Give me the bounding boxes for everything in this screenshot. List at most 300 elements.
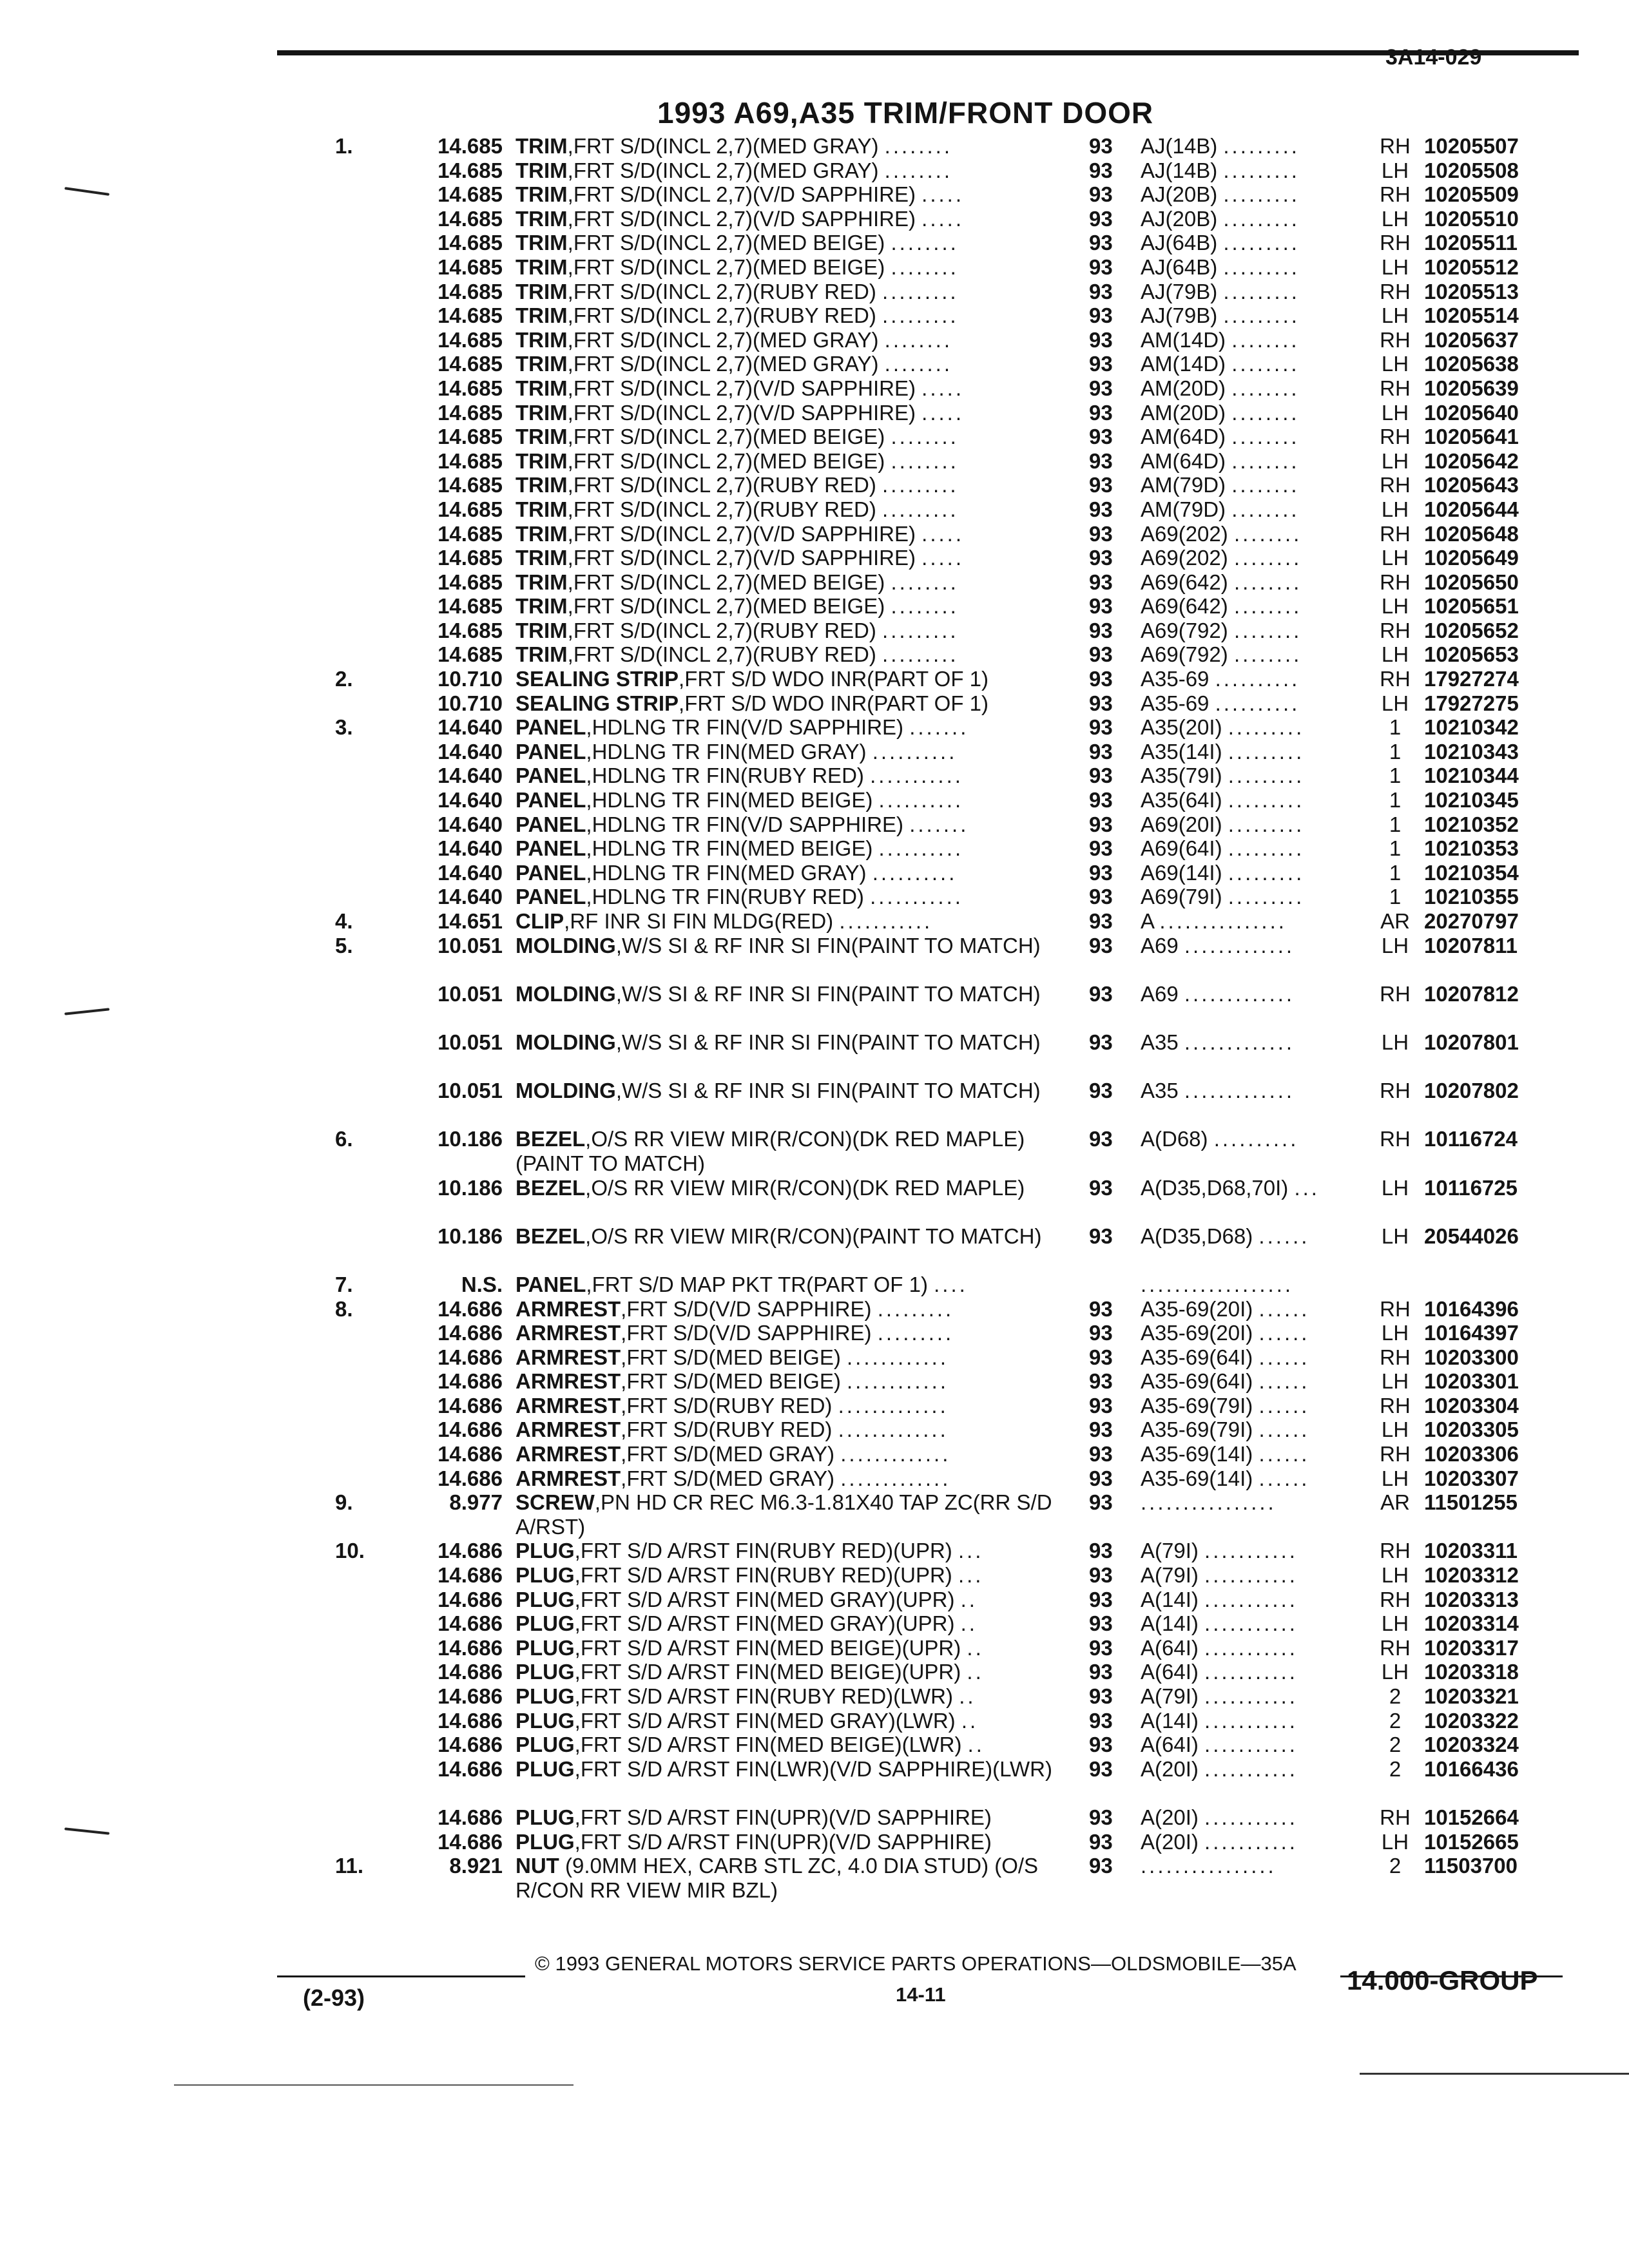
- part-number: 10205644: [1424, 497, 1519, 521]
- quantity-side: RH: [1380, 1587, 1411, 1611]
- group-number: 14.686: [438, 1345, 503, 1369]
- leader-dots: .........: [882, 618, 959, 642]
- model-year: 93: [1089, 1805, 1113, 1829]
- model-code-text: A35-69(64I): [1141, 1369, 1253, 1394]
- part-name: TRIM: [516, 521, 568, 546]
- leader-dots: ........: [1231, 376, 1300, 400]
- group-number: 10.186: [438, 1224, 503, 1248]
- part-detail: ,FRT S/D(INCL 2,7)(MED BEIGE): [567, 231, 885, 255]
- quantity-side: 2: [1389, 1854, 1402, 1878]
- part-number: 10210355: [1424, 885, 1519, 909]
- model-code-text: A35-69(20I): [1141, 1296, 1253, 1321]
- top-rule: [277, 50, 1579, 55]
- quantity-side: AR: [1380, 1490, 1410, 1515]
- model-code: [1141, 667, 1373, 691]
- group-label: 14.000-GROUP: [1347, 1965, 1538, 1995]
- part-name: ARMREST: [516, 1369, 621, 1394]
- leader-dots: .....: [921, 182, 964, 207]
- group-number: 10.051: [438, 933, 503, 957]
- model-code: [1141, 328, 1373, 352]
- part-number: 20270797: [1424, 909, 1519, 933]
- model-code: [1141, 522, 1373, 546]
- table-row: [0, 328, 1629, 352]
- group-number: 14.685: [438, 134, 503, 158]
- leader-dots: ...............: [1159, 909, 1287, 933]
- model-year: 93: [1089, 788, 1113, 812]
- leader-dots: ..........: [872, 739, 958, 764]
- quantity-side: LH: [1381, 1611, 1409, 1636]
- model-code-text: A69(792): [1141, 642, 1228, 667]
- part-description: [516, 1805, 1057, 1830]
- part-number: 10205641: [1424, 425, 1519, 449]
- model-code-text: A(79I): [1141, 1684, 1199, 1708]
- part-detail: ,FRT S/D(INCL 2,7)(V/D SAPPHIRE): [567, 521, 916, 546]
- leader-dots: ...........: [1204, 1587, 1298, 1611]
- leader-dots: ..: [967, 1733, 985, 1757]
- part-number: 10116725: [1424, 1175, 1518, 1200]
- model-code: [1141, 1830, 1373, 1854]
- model-code-text: A69(642): [1141, 594, 1228, 619]
- part-number: 10203312: [1424, 1563, 1519, 1588]
- part-detail: ,FRT S/D A/RST FIN(UPR)(V/D SAPPHIRE): [574, 1805, 992, 1829]
- model-code: [1141, 1394, 1373, 1418]
- part-detail: ,FRT S/D A/RST FIN(MED BEIGE)(UPR): [574, 1660, 961, 1684]
- leader-dots: ..: [960, 1587, 978, 1611]
- model-year: 93: [1089, 1442, 1113, 1466]
- leader-dots: .............: [840, 1466, 951, 1490]
- model-code-text: AM(64D): [1141, 425, 1226, 449]
- model-code: [1141, 425, 1373, 449]
- group-number: 14.685: [438, 400, 503, 425]
- model-year: 93: [1089, 933, 1113, 957]
- model-code-text: A35-69(14I): [1141, 1466, 1253, 1490]
- leader-dots: .........: [882, 642, 959, 667]
- model-year: 93: [1089, 764, 1113, 788]
- model-code: [1141, 982, 1373, 1006]
- model-code: [1141, 885, 1373, 909]
- quantity-side: 1: [1389, 715, 1402, 740]
- model-code-text: A35: [1141, 1079, 1179, 1103]
- part-description: [516, 1079, 1057, 1103]
- model-code: [1141, 1176, 1373, 1200]
- part-name: SCREW: [516, 1490, 595, 1515]
- model-code: [1141, 1321, 1373, 1345]
- part-description: [516, 1176, 1057, 1200]
- part-detail: ,W/S SI & RF INR SI FIN(PAINT TO MATCH): [615, 933, 1041, 957]
- part-detail: ,FRT S/D(V/D SAPPHIRE): [621, 1296, 872, 1321]
- model-year: 93: [1089, 376, 1113, 400]
- part-detail: ,O/S RR VIEW MIR(R/CON)(PAINT TO MATCH): [585, 1224, 1042, 1248]
- table-row: [0, 159, 1629, 183]
- quantity-side: LH: [1381, 1369, 1409, 1394]
- quantity-side: RH: [1380, 667, 1411, 691]
- part-number: 10203321: [1424, 1684, 1519, 1708]
- table-row: [0, 812, 1629, 837]
- part-description: [516, 764, 1057, 788]
- leader-dots: .........: [1228, 860, 1305, 885]
- part-name: PLUG: [516, 1539, 575, 1563]
- model-code: [1141, 255, 1373, 280]
- leader-dots: ...........: [870, 885, 963, 909]
- table-row: [0, 1321, 1629, 1345]
- model-year: 93: [1089, 1321, 1113, 1345]
- quantity-side: RH: [1380, 231, 1411, 255]
- part-name: TRIM: [516, 448, 568, 473]
- leader-dots: .........: [882, 473, 959, 497]
- part-name: PANEL: [516, 1272, 586, 1296]
- model-year: 93: [1089, 279, 1113, 303]
- part-number: 10164396: [1424, 1296, 1519, 1321]
- table-row: [0, 1563, 1629, 1588]
- part-description: [516, 1418, 1057, 1442]
- model-code: [1141, 812, 1373, 837]
- model-code-text: A: [1141, 909, 1154, 933]
- quantity-side: LH: [1381, 206, 1409, 231]
- part-description: [516, 715, 1057, 740]
- part-name: PLUG: [516, 1587, 575, 1611]
- model-code: [1141, 594, 1373, 619]
- part-number: 20544026: [1424, 1224, 1519, 1248]
- part-detail: ,FRT S/D A/RST FIN(UPR)(V/D SAPPHIRE): [574, 1829, 992, 1854]
- model-code-text: A35-69(14I): [1141, 1442, 1253, 1466]
- part-detail: ,FRT S/D A/RST FIN(MED BEIGE)(LWR): [574, 1733, 962, 1757]
- quantity-side: RH: [1380, 473, 1411, 497]
- part-number: 10205643: [1424, 473, 1519, 497]
- quantity-side: LH: [1381, 1418, 1409, 1442]
- part-description: [516, 1273, 1057, 1297]
- model-year: 93: [1089, 1127, 1113, 1151]
- leader-dots: .........: [1228, 764, 1305, 788]
- leader-dots: .........: [1223, 255, 1300, 279]
- part-name: TRIM: [516, 594, 568, 619]
- leader-dots: .....: [921, 206, 964, 231]
- model-code-text: A35-69(64I): [1141, 1345, 1253, 1369]
- group-number: 14.685: [438, 182, 503, 207]
- part-description: [516, 1830, 1057, 1854]
- page-number: 14-11: [896, 1983, 946, 2006]
- part-number: 10203306: [1424, 1442, 1519, 1466]
- model-year: 93: [1089, 642, 1113, 667]
- model-year: 93: [1089, 1708, 1113, 1733]
- part-number: 10203318: [1424, 1660, 1519, 1684]
- table-row: [0, 667, 1629, 691]
- part-detail: ,FRT S/D(INCL 2,7)(MED BEIGE): [567, 448, 885, 473]
- group-number: 14.685: [438, 327, 503, 352]
- quantity-side: LH: [1381, 594, 1409, 619]
- group-number: 14.686: [438, 1466, 503, 1490]
- part-name: MOLDING: [516, 1079, 616, 1103]
- table-row: [0, 1224, 1629, 1273]
- leader-dots: ...........: [1204, 1756, 1298, 1781]
- quantity-side: LH: [1381, 1660, 1409, 1684]
- table-row: [0, 1684, 1629, 1709]
- model-code-text: AJ(64B): [1141, 231, 1218, 255]
- leader-dots: ........: [891, 448, 959, 473]
- table-row: [0, 401, 1629, 425]
- leader-dots: .........: [882, 303, 959, 328]
- quantity-side: RH: [1380, 134, 1411, 158]
- model-code: [1141, 1563, 1373, 1588]
- part-detail: ,FRT S/D(INCL 2,7)(V/D SAPPHIRE): [567, 546, 916, 570]
- part-name: PLUG: [516, 1684, 575, 1708]
- model-code-text: A(20I): [1141, 1805, 1199, 1829]
- table-row: [0, 134, 1629, 159]
- model-code: [1141, 1805, 1373, 1830]
- table-row: [0, 303, 1629, 328]
- part-name: PLUG: [516, 1733, 575, 1757]
- part-number: 10205510: [1424, 206, 1519, 231]
- model-code: [1141, 740, 1373, 764]
- quantity-side: RH: [1380, 1635, 1411, 1660]
- leader-dots: ...........: [1204, 1805, 1298, 1829]
- part-name: TRIM: [516, 158, 568, 182]
- table-row: [0, 885, 1629, 909]
- part-number: 10205507: [1424, 134, 1519, 158]
- part-name: ARMREST: [516, 1345, 621, 1369]
- quantity-side: RH: [1380, 182, 1411, 207]
- part-detail: ,FRT S/D A/RST FIN(RUBY RED)(LWR): [574, 1684, 954, 1708]
- model-year: 93: [1089, 691, 1113, 715]
- model-year: 93: [1089, 1369, 1113, 1394]
- bottom-rule: [1360, 2073, 1629, 2075]
- group-number: N.S.: [461, 1272, 503, 1296]
- group-number: 14.685: [438, 425, 503, 449]
- model-year: 93: [1089, 836, 1113, 861]
- part-name: BEZEL: [516, 1127, 586, 1151]
- model-code: [1141, 1709, 1373, 1733]
- model-code-text: A69: [1141, 933, 1179, 957]
- part-description: [516, 376, 1057, 401]
- model-year: 93: [1089, 1224, 1113, 1248]
- leader-dots: ...........: [839, 909, 933, 933]
- part-name: PANEL: [516, 885, 586, 909]
- group-number: 14.686: [438, 1418, 503, 1442]
- leader-dots: ........: [891, 570, 959, 594]
- part-number: 10203300: [1424, 1345, 1519, 1369]
- quantity-side: 1: [1389, 812, 1402, 836]
- part-description: [516, 594, 1057, 619]
- table-row: [0, 1030, 1629, 1079]
- part-detail: ,FRT S/D A/RST FIN(MED GRAY)(UPR): [574, 1587, 955, 1611]
- part-number: 11501255: [1424, 1490, 1518, 1515]
- quantity-side: RH: [1380, 1296, 1411, 1321]
- part-name: TRIM: [516, 376, 568, 400]
- table-row: [0, 1394, 1629, 1418]
- leader-dots: .........: [1223, 134, 1300, 158]
- bottom-rule: [174, 2084, 574, 2086]
- model-code-text: A(D68): [1141, 1127, 1208, 1151]
- table-row: [0, 1757, 1629, 1805]
- part-detail: ,HDLNG TR FIN(MED GRAY): [586, 739, 867, 764]
- leader-dots: .............: [838, 1418, 949, 1442]
- model-code: [1141, 1442, 1373, 1466]
- part-description: [516, 1394, 1057, 1418]
- group-number: 10.051: [438, 1030, 503, 1054]
- part-name: TRIM: [516, 352, 568, 376]
- quantity-side: RH: [1380, 521, 1411, 546]
- group-number: 14.640: [438, 715, 503, 740]
- item-number: 3.: [335, 715, 353, 740]
- model-year: 93: [1089, 909, 1113, 933]
- part-description: [516, 159, 1057, 183]
- part-detail: ,FRT S/D(MED BEIGE): [621, 1369, 841, 1394]
- leader-dots: ........: [1233, 618, 1302, 642]
- model-code: [1141, 497, 1373, 522]
- leader-dots: .............: [1184, 1030, 1295, 1054]
- table-row: [0, 1418, 1629, 1442]
- quantity-side: 1: [1389, 860, 1402, 885]
- part-description: [516, 207, 1057, 231]
- model-code: [1141, 691, 1373, 716]
- model-code-text: A35-69: [1141, 667, 1210, 691]
- leader-dots: ........: [1231, 327, 1300, 352]
- leader-dots: ........: [891, 425, 959, 449]
- model-year: 93: [1089, 182, 1113, 207]
- leader-dots: .............: [840, 1442, 951, 1466]
- leader-dots: ........: [884, 327, 953, 352]
- part-description: [516, 497, 1057, 522]
- table-row: [0, 934, 1629, 982]
- leader-dots: ......: [1258, 1224, 1310, 1248]
- table-row: [0, 1805, 1629, 1830]
- leader-dots: .........: [1223, 279, 1300, 303]
- table-row: [0, 1490, 1629, 1539]
- table-row: [0, 1079, 1629, 1127]
- leader-dots: ..................: [1141, 1272, 1294, 1296]
- quantity-side: 2: [1389, 1708, 1402, 1733]
- leader-dots: ...: [1294, 1175, 1320, 1200]
- group-number: 10.710: [438, 691, 503, 715]
- quantity-side: AR: [1380, 909, 1410, 933]
- model-code: [1141, 182, 1373, 207]
- part-number: 10207802: [1424, 1079, 1519, 1103]
- parts-list: [0, 134, 1629, 1902]
- part-number: 10203313: [1424, 1587, 1519, 1611]
- part-detail: ,O/S RR VIEW MIR(R/CON)(DK RED MAPLE): [585, 1175, 1025, 1200]
- leader-dots: ......: [1258, 1418, 1310, 1442]
- quantity-side: LH: [1381, 1563, 1409, 1588]
- quantity-side: 2: [1389, 1756, 1402, 1781]
- table-row: [0, 1176, 1629, 1224]
- model-year: 93: [1089, 1490, 1113, 1515]
- part-description: [516, 836, 1057, 861]
- quantity-side: LH: [1381, 933, 1409, 957]
- part-name: TRIM: [516, 134, 568, 158]
- model-year: 93: [1089, 1563, 1113, 1588]
- model-code-text: AJ(64B): [1141, 255, 1218, 279]
- part-detail: ,FRT S/D A/RST FIN(MED GRAY)(UPR): [574, 1611, 955, 1636]
- model-code: [1141, 231, 1373, 255]
- group-number: 14.640: [438, 836, 503, 861]
- part-number: 10203324: [1424, 1733, 1519, 1757]
- table-row: [0, 1733, 1629, 1757]
- leader-dots: .........: [1223, 303, 1300, 328]
- table-row: [0, 425, 1629, 449]
- part-name: ARMREST: [516, 1321, 621, 1345]
- quantity-side: LH: [1381, 691, 1409, 715]
- part-description: [516, 1636, 1057, 1660]
- part-number: 10205648: [1424, 521, 1519, 546]
- model-year: 93: [1089, 1587, 1113, 1611]
- model-code: [1141, 376, 1373, 401]
- group-number: 14.685: [438, 642, 503, 667]
- item-number: 10.: [335, 1539, 365, 1563]
- leader-dots: ........: [884, 352, 953, 376]
- model-code-text: AJ(79B): [1141, 303, 1218, 328]
- part-number: 17927274: [1424, 667, 1519, 691]
- part-detail: ,FRT S/D WDO INR(PART OF 1): [679, 691, 989, 715]
- part-name: CLIP: [516, 909, 564, 933]
- model-code-text: AM(20D): [1141, 400, 1226, 425]
- table-row: [0, 231, 1629, 255]
- group-number: 14.685: [438, 594, 503, 619]
- part-description: [516, 255, 1057, 280]
- model-code: [1141, 352, 1373, 376]
- quantity-side: LH: [1381, 303, 1409, 328]
- leader-dots: .....: [921, 546, 964, 570]
- item-number: 7.: [335, 1272, 353, 1296]
- table-row: [0, 255, 1629, 280]
- leader-dots: ......: [1258, 1321, 1310, 1345]
- part-description: [516, 1733, 1057, 1757]
- quantity-side: 1: [1389, 764, 1402, 788]
- part-number: 10166436: [1424, 1756, 1519, 1781]
- part-detail: ,FRT S/D(INCL 2,7)(RUBY RED): [567, 303, 876, 328]
- part-number: 10203305: [1424, 1418, 1519, 1442]
- model-year: 93: [1089, 812, 1113, 836]
- model-code-text: A69(202): [1141, 546, 1228, 570]
- part-name: TRIM: [516, 182, 568, 207]
- part-name: PLUG: [516, 1635, 575, 1660]
- table-row: [0, 861, 1629, 885]
- model-code: [1141, 1466, 1373, 1491]
- model-code: [1141, 861, 1373, 885]
- leader-dots: .........: [1228, 739, 1305, 764]
- group-number: 8.977: [449, 1490, 503, 1515]
- model-code-text: A69(20I): [1141, 812, 1222, 836]
- group-number: 14.685: [438, 279, 503, 303]
- page-title: 1993 A69,A35 TRIM/FRONT DOOR: [657, 96, 1154, 130]
- part-detail: ,FRT S/D(MED GRAY): [621, 1442, 835, 1466]
- part-detail: ,HDLNG TR FIN(MED BEIGE): [586, 788, 873, 812]
- group-number: 14.685: [438, 255, 503, 279]
- group-number: 14.686: [438, 1587, 503, 1611]
- leader-dots: .............: [1184, 1079, 1295, 1103]
- part-detail: ,W/S SI & RF INR SI FIN(PAINT TO MATCH): [615, 1030, 1041, 1054]
- part-name: ARMREST: [516, 1442, 621, 1466]
- model-year: 93: [1089, 594, 1113, 619]
- group-number: 14.686: [438, 1684, 503, 1708]
- leader-dots: .........: [877, 1321, 954, 1345]
- group-number: 14.651: [438, 909, 503, 933]
- leader-dots: ......: [1258, 1466, 1310, 1490]
- part-description: [516, 982, 1057, 1006]
- part-description: [516, 1757, 1057, 1782]
- quantity-side: LH: [1381, 1829, 1409, 1854]
- model-code-text: A35-69(20I): [1141, 1321, 1253, 1345]
- group-number: 14.685: [438, 448, 503, 473]
- part-detail: ,FRT S/D(INCL 2,7)(MED GRAY): [567, 352, 879, 376]
- part-name: BEZEL: [516, 1175, 586, 1200]
- item-number: 11.: [335, 1854, 364, 1878]
- part-description: [516, 546, 1057, 570]
- part-number: 10205649: [1424, 546, 1519, 570]
- copyright-line: © 1993 GENERAL MOTORS SERVICE PARTS OPERATIONS—OLDSMOBILE—35A: [535, 1952, 1296, 1975]
- model-code-text: A(20I): [1141, 1756, 1199, 1781]
- quantity-side: 1: [1389, 788, 1402, 812]
- part-description: [516, 280, 1057, 304]
- table-row: [0, 376, 1629, 401]
